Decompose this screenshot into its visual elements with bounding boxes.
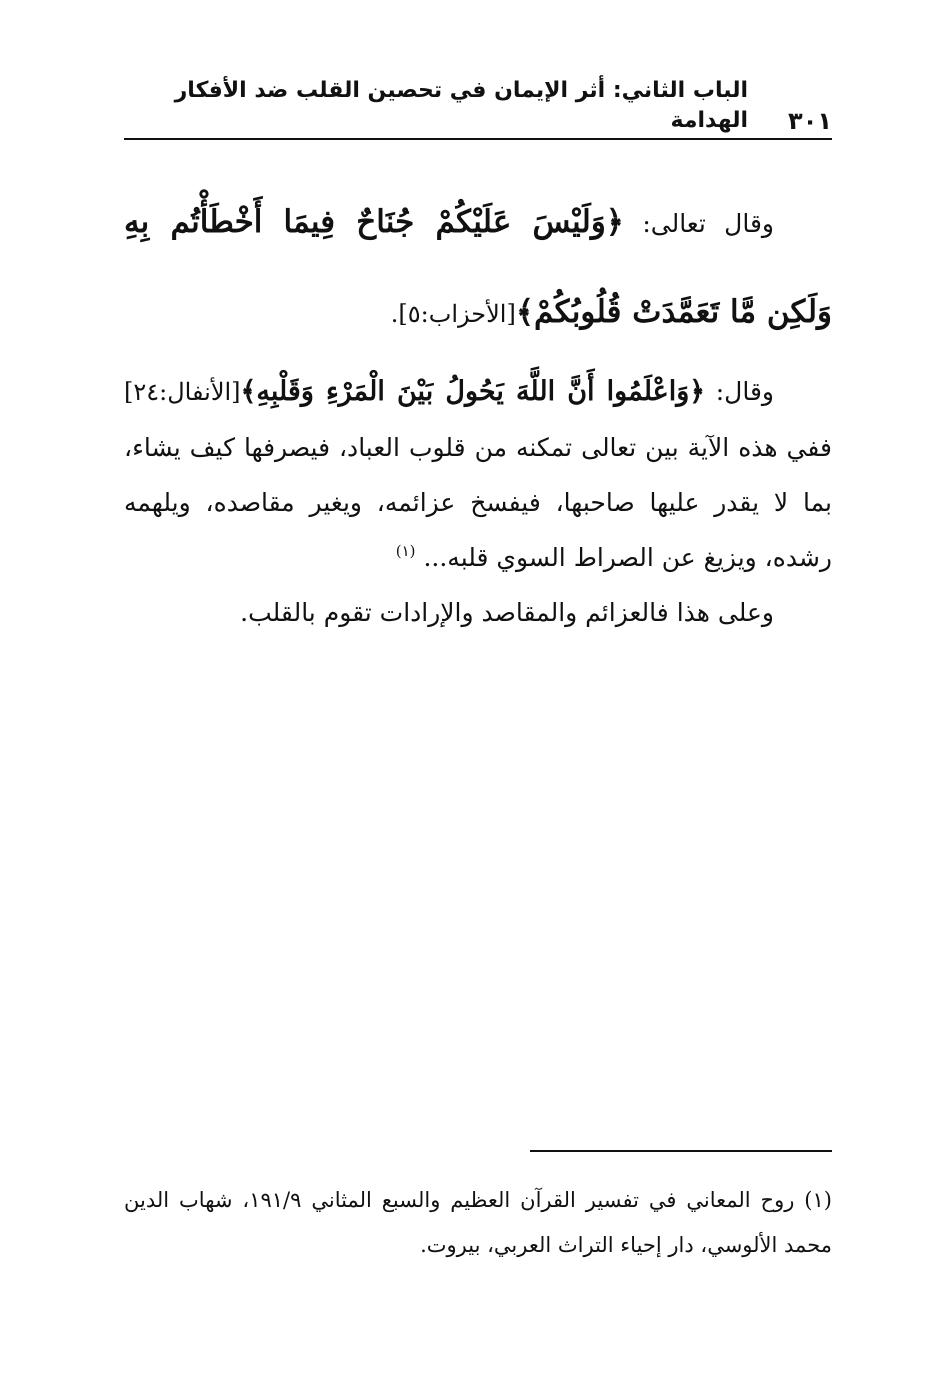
footnote-text: (١) روح المعاني في تفسير القرآن العظيم والسبع المثاني ١٩١/٩، شهاب الدين محمد الألوسي، دار إحياء التراث العربي، بيروت. [124, 1188, 832, 1257]
quran-verse: ﴿وَاعْلَمُوا أَنَّ اللَّهَ يَحُولُ بَيْنَ الْمَرْءِ وَقَلْبِهِ﴾ [240, 376, 706, 407]
paragraph-conclusion [124, 585, 832, 640]
header-rule [124, 138, 832, 140]
footnote [124, 1178, 832, 1268]
chapter-title: الباب الثاني: أثر الإيمان في تحصين القلب ضد الأفكار الهدامة [174, 78, 749, 133]
footnote-rule [530, 1150, 832, 1152]
quran-verse: ﴿وَلَيْسَ عَلَيْكُمْ جُنَاحٌ فِيمَا أَخْطَأْتُم بِهِ وَلَكِن مَّا تَعَمَّدَتْ قُلُوبُكُمْ﴾ [124, 204, 832, 330]
verse-reference: [الأحزاب:٥]. [390, 300, 516, 328]
paragraph-ahzab-verse [124, 178, 832, 358]
verse-intro: وقال: [705, 377, 774, 406]
body-text [124, 178, 832, 640]
page-number: ٣٠١ [788, 107, 832, 135]
paragraph-text: ففي هذه الآية بين تعالى تمكنه من قلوب العباد، فيصرفها كيف يشاء، بما لا يقدر عليها صاحبها، فيفسخ عزائمه، ويغير مقاصده، ويلهمه رشده، ويزيغ عن الصراط السوي قلبه... [124, 433, 832, 572]
paragraph-text: وعلى هذا فالعزائم والمقاصد والإرادات تقوم بالقلب. [240, 598, 774, 627]
verse-intro: وقال تعالى: [623, 209, 774, 238]
paragraph-anfal-verse [124, 364, 832, 585]
running-header [124, 78, 832, 136]
footnote-marker: (١) [395, 542, 416, 560]
verse-reference: [الأنفال:٢٤] [124, 378, 241, 406]
